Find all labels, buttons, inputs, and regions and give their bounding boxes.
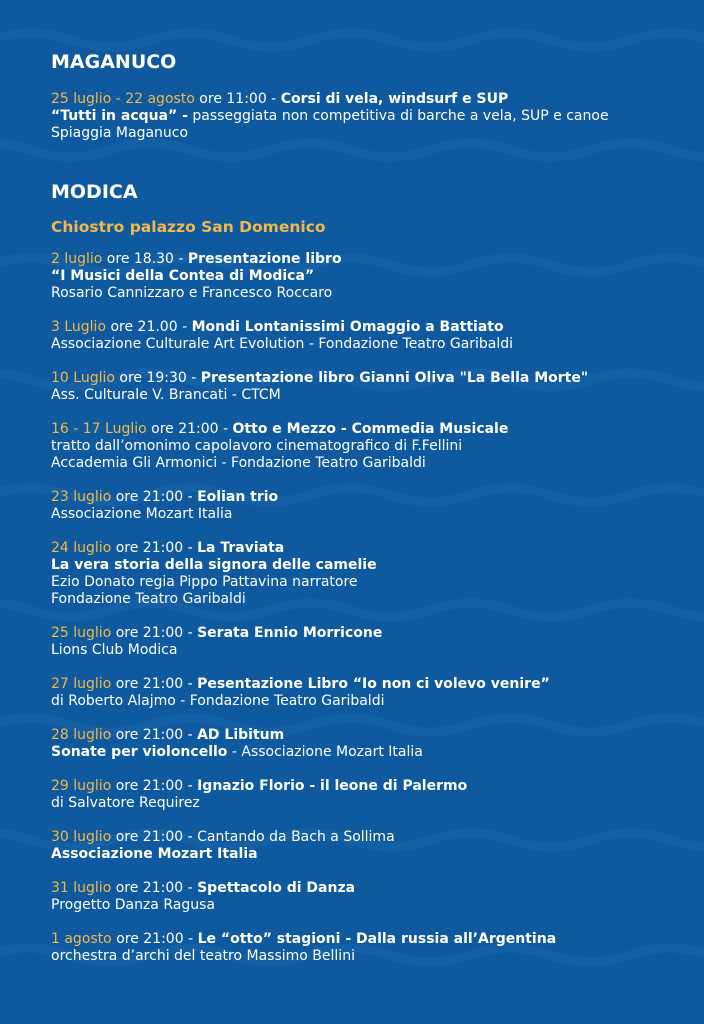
event-modica-9 — [51, 727, 691, 761]
event-organizer: orchestra d’archi del teatro Massimo Bellini — [51, 948, 355, 964]
program-content — [51, 51, 691, 965]
event-title: Presentazione libro Gianni Oliva "La Bella Morte" — [200, 370, 589, 386]
event-modica-1 — [51, 251, 691, 302]
event-modica-12 — [51, 880, 691, 914]
event-time: ore 21:00 - — [146, 421, 233, 437]
event-organizer: - Associazione Mozart Italia — [227, 744, 423, 760]
event-subtitle-rest: passeggiata non competitiva di barche a vela, SUP e canoe — [187, 108, 609, 124]
event-date: 24 luglio — [51, 540, 112, 556]
event-modica-13 — [51, 931, 691, 965]
event-title: La Traviata — [197, 540, 285, 556]
event-date: 16 - 17 Luglio — [51, 421, 147, 437]
event-description: tratto dall’omonimo capolavoro cinematografico di F.Fellini — [51, 438, 463, 454]
event-date: 27 luglio — [51, 676, 112, 692]
event-date: 25 luglio - 22 agosto — [51, 91, 195, 107]
event-modica-7 — [51, 625, 691, 659]
event-modica-3 — [51, 370, 691, 404]
event-location: Spiaggia Maganuco — [51, 125, 189, 141]
event-organizer: Ass. Culturale V. Brancati - CTCM — [51, 387, 281, 403]
event-time: ore 21:00 - — [111, 931, 198, 947]
event-time: ore 21:00 - — [111, 829, 198, 845]
event-time: ore 21:00 - — [111, 540, 198, 556]
event-organizer: Accademia Gli Armonici - Fondazione Teatro Garibaldi — [51, 455, 426, 471]
event-organizer: Associazione Mozart Italia — [51, 846, 258, 862]
event-title: AD Libitum — [197, 727, 285, 743]
event-modica-4 — [51, 421, 691, 472]
event-time: ore 21:00 - — [111, 489, 198, 505]
event-date: 28 luglio — [51, 727, 112, 743]
event-organizer: Rosario Cannizzaro e Francesco Roccaro — [51, 285, 333, 301]
event-subtitle: “I Musici della Contea di Modica” — [51, 268, 315, 284]
event-modica-6 — [51, 540, 691, 608]
event-time: ore 21:00 - — [111, 727, 198, 743]
event-title: Otto e Mezzo - Commedia Musicale — [232, 421, 509, 437]
event-time: ore 11:00 - — [194, 91, 281, 107]
event-subtitle: La vera storia della signora delle camelie — [51, 557, 377, 573]
event-organizer: Lions Club Modica — [51, 642, 178, 658]
event-title: Spettacolo di Danza — [197, 880, 356, 896]
event-date: 3 Luglio — [51, 319, 107, 335]
event-maganuco-1 — [51, 91, 691, 142]
event-organizer: Associazione Culturale Art Evolution - Fondazione Teatro Garibaldi — [51, 336, 514, 352]
event-title: Mondi Lontanissimi Omaggio a Battiato — [191, 319, 504, 335]
event-subtitle-bold: Sonate per violoncello — [51, 744, 228, 760]
event-modica-10 — [51, 778, 691, 812]
event-date: 1 agosto — [51, 931, 112, 947]
event-subtitle-bold: “Tutti in acqua” - — [51, 108, 188, 124]
event-date: 25 luglio — [51, 625, 112, 641]
event-title: Pesentazione Libro “Io non ci volevo venire” — [197, 676, 550, 692]
event-title: Presentazione libro — [187, 251, 342, 267]
event-modica-5 — [51, 489, 691, 523]
event-time: ore 21:00 - — [111, 880, 198, 896]
event-modica-11 — [51, 829, 691, 863]
event-headline — [51, 91, 691, 108]
event-time: ore 21.00 - — [106, 319, 192, 335]
event-date: 23 luglio — [51, 489, 112, 505]
section-title-modica: MODICA — [51, 181, 138, 203]
event-title: Le “otto” stagioni - Dalla russia all’Argentina — [197, 931, 557, 947]
venue-title: Chiostro palazzo San Domenico — [51, 218, 326, 236]
event-time: ore 21:00 - — [111, 778, 198, 794]
event-date: 2 luglio — [51, 251, 103, 267]
event-organizer: Fondazione Teatro Garibaldi — [51, 591, 246, 607]
event-time: ore 21:00 - — [111, 676, 198, 692]
event-organizer: di Roberto Alajmo - Fondazione Teatro Garibaldi — [51, 693, 385, 709]
event-date: 30 luglio — [51, 829, 112, 845]
event-credits: Ezio Donato regia Pippo Pattavina narratore — [51, 574, 358, 590]
event-time: ore 18.30 - — [102, 251, 188, 267]
event-author: di Salvatore Requirez — [51, 795, 200, 811]
event-title: Serata Ennio Morricone — [197, 625, 383, 641]
event-time: ore 19:30 - — [114, 370, 201, 386]
event-title: Cantando da Bach a Sollima — [197, 829, 395, 845]
event-date: 29 luglio — [51, 778, 112, 794]
event-modica-8 — [51, 676, 691, 710]
event-date: 31 luglio — [51, 880, 112, 896]
event-title: Ignazio Florio - il leone di Palermo — [197, 778, 468, 794]
event-subtitle — [51, 108, 691, 125]
event-time: ore 21:00 - — [111, 625, 198, 641]
event-title: Eolian trio — [197, 489, 279, 505]
section-title-maganuco: MAGANUCO — [51, 51, 177, 73]
event-organizer: Progetto Danza Ragusa — [51, 897, 215, 913]
event-title: Corsi di vela, windsurf e SUP — [280, 91, 509, 107]
event-modica-2 — [51, 319, 691, 353]
event-date: 10 Luglio — [51, 370, 115, 386]
event-organizer: Associazione Mozart Italia — [51, 506, 233, 522]
